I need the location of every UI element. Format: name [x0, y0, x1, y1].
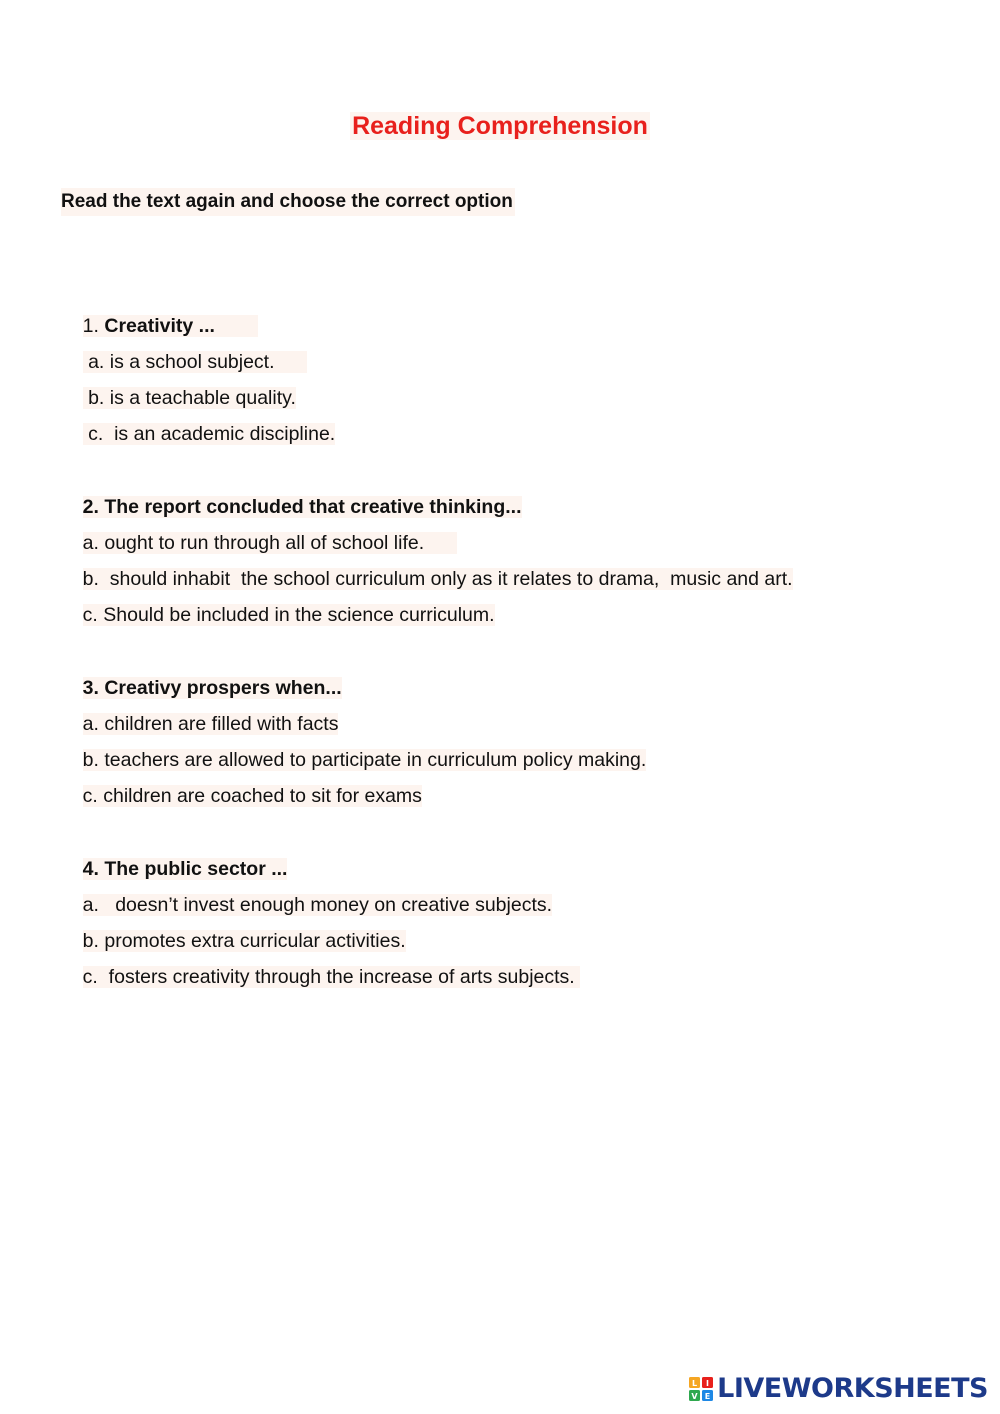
question-1-number: 1. — [82, 315, 99, 337]
page-title — [0, 108, 1000, 144]
option-text: b. should inhabit the school curriculum only as it relates to drama, music and art. — [82, 568, 793, 590]
question-2-option-c[interactable] — [61, 573, 495, 657]
option-text: a. ought to run through all of school life. — [82, 532, 425, 554]
question-1-option-c[interactable] — [61, 392, 335, 476]
question-3-text: 3. Creativy prospers when... — [82, 677, 342, 699]
svg-text:V: V — [691, 1392, 698, 1401]
option-text: a. is a school subject. — [82, 351, 275, 373]
option-text: a. doesn’t invest enough money on creative subjects. — [82, 894, 553, 916]
question-4-text: 4. The public sector ... — [82, 858, 288, 880]
liveworksheets-logo — [689, 1372, 988, 1406]
question-2-text: 2. The report concluded that creative thinking... — [82, 496, 522, 518]
option-text: b. promotes extra curricular activities. — [82, 930, 406, 952]
question-4-option-c[interactable] — [61, 935, 580, 1019]
option-text: c. Should be included in the science curriculum. — [82, 604, 495, 626]
svg-text:L: L — [692, 1379, 698, 1388]
option-text: c. children are coached to sit for exams — [82, 785, 422, 807]
svg-text:I: I — [706, 1379, 710, 1388]
question-3-option-c[interactable] — [61, 754, 422, 838]
liveworksheets-logo-icon — [689, 1377, 713, 1401]
svg-text:E: E — [704, 1392, 711, 1401]
option-text: a. children are filled with facts — [82, 713, 339, 735]
instruction-text: Read the text again and choose the correct option — [61, 188, 515, 216]
question-1-text: Creativity ... — [104, 315, 215, 337]
option-text: c. is an academic discipline. — [82, 423, 336, 445]
option-text: b. is a teachable quality. — [82, 387, 296, 409]
page-title-text: Reading Comprehension — [352, 112, 648, 140]
option-text: b. teachers are allowed to participate in curriculum policy making. — [82, 749, 647, 771]
option-text: c. fosters creativity through the increase of arts subjects. — [82, 966, 575, 988]
liveworksheets-brand-text: LIVEWORKSHEETS — [717, 1373, 988, 1404]
